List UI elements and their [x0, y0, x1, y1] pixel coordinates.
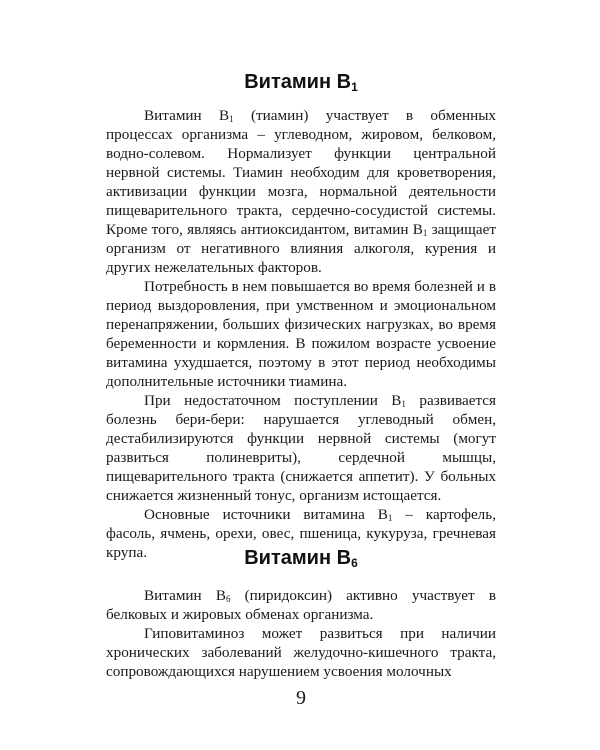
paragraph-text: развивается болезнь бери-бери: нарушается углеводный обмен, дестабилизируются функции нервной системы (могут развиться полиневриты), сердечной мышцы, пищеварительного тракта (снижается аппетит). У больных снижается жизненный тонус, организм истощается.	[106, 392, 496, 504]
paragraph-text: При недостаточном поступлении B	[144, 392, 402, 409]
paragraph	[106, 277, 496, 391]
paragraph-text: Витамин B	[144, 107, 230, 124]
section-heading-vitamin-b1	[106, 70, 496, 94]
paragraph	[106, 624, 496, 681]
paragraph	[106, 106, 496, 277]
subscript: 1	[422, 228, 428, 238]
heading-subscript: 6	[351, 556, 358, 570]
paragraph-text: – картофель, фасоль, ячмень, орехи, овес, пшеница, кукуруза, гречневая крупа.	[106, 506, 496, 561]
subscript: 1	[387, 513, 393, 523]
paragraph-text: Витамин B	[144, 587, 226, 604]
subscript: 1	[229, 114, 234, 124]
section-body-vitamin-b1	[106, 106, 496, 562]
paragraph-text: (тиамин) участвует в обменных процессах организма – углеводном, жировом, белковом, водно-солевом. Нормализует функции центральной нервной системы. Тиамин необходим для кроветворения, активизации функции мозга, нормальной деятельности пищеварительного тракта, сердечно-сосудистой системы. Кроме того, являясь антиоксидантом, витамин B	[106, 107, 496, 238]
paragraph	[106, 391, 496, 505]
paragraph-text: защищает организм от негативного влияния алкоголя, курения и других нежелательных факторов.	[106, 221, 496, 276]
heading-subscript: 1	[351, 80, 358, 94]
page-number: 9	[296, 687, 306, 709]
subscript: 1	[401, 399, 406, 409]
paragraph-text: Гиповитаминоз может развиться при наличии хронических заболеваний желудочно-кишечного тракта, сопровождающихся нарушением усвоения молочных	[106, 625, 496, 680]
subscript: 6	[225, 594, 231, 604]
paragraph-text: (пиридоксин) активно участвует в белковых и жировых обменах организма.	[106, 587, 496, 623]
heading-text: Витамин B	[244, 71, 352, 93]
paragraph-text: Потребность в нем повышается во время болезней и в период выздоровления, при умственном и эмоциональном перенапряжении, больших физических нагрузках, во время беременности и кормления. В пожилом возрасте усвоение витамина ухудшается, поэтому в этот период необходимы дополнительные источники тиамина.	[106, 278, 496, 390]
section-heading-vitamin-b6	[106, 546, 496, 570]
paragraph-text: Основные источники витамина B	[144, 506, 388, 523]
section-body-vitamin-b6	[106, 586, 496, 681]
heading-text: Витамин B	[244, 547, 352, 569]
paragraph	[106, 586, 496, 624]
